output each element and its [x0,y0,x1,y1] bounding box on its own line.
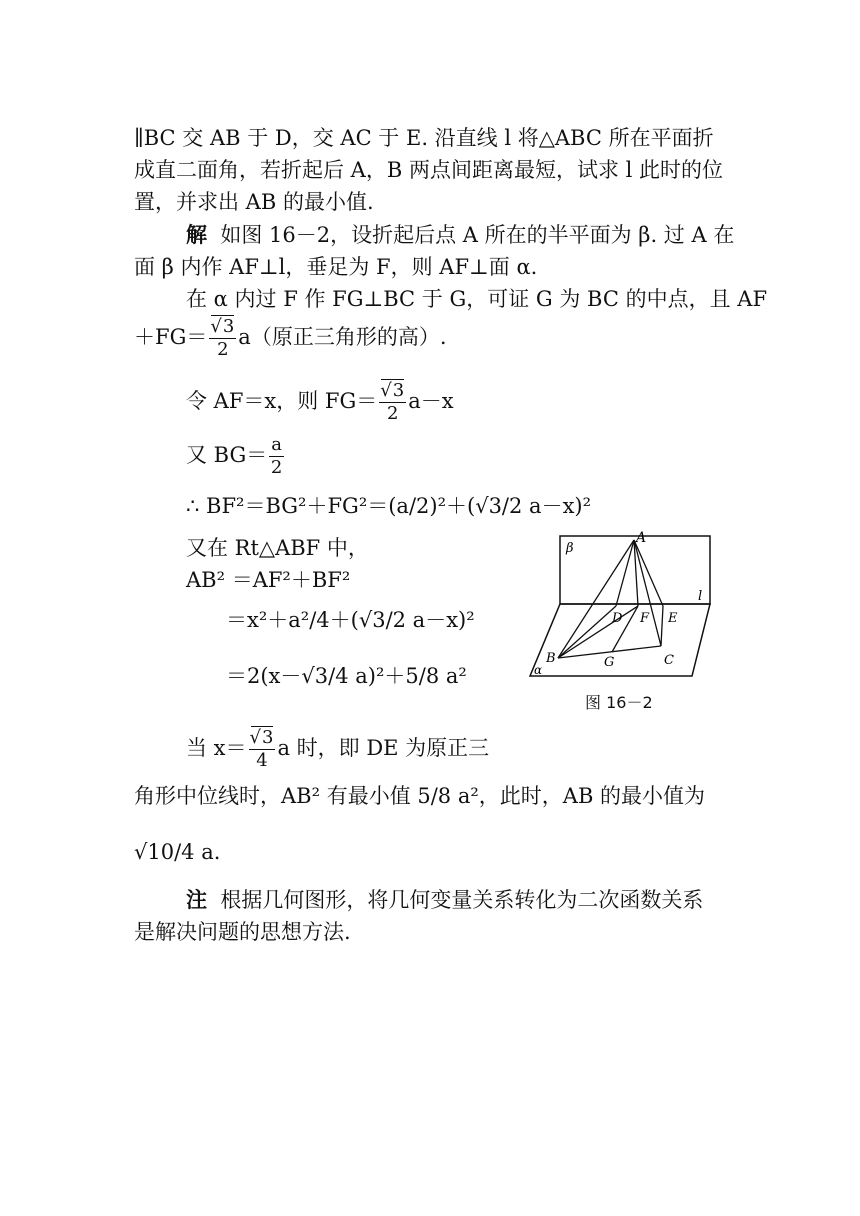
segment-ec [661,606,663,646]
equation-ab-1: AB² ＝AF²＋BF² [186,568,351,592]
label-b: B [546,651,556,666]
segment-ad [616,540,634,606]
fraction-denominator: 2 [387,403,399,424]
fraction-numerator: √ 3 [251,726,274,748]
label-e: E [668,611,678,626]
fraction-numerator: √ 3 [211,315,234,337]
solution-text-1: 如图 16－2，设折起后点 A 所在的半平面为 β. 过 A 在 [220,223,735,247]
solution-line-4-prefix: ＋FG＝ [134,325,208,349]
figure-caption: 图 16－2 [585,693,653,712]
equation-af-prefix: 令 AF＝x，则 FG＝ [186,389,378,413]
solution-line-4 [134,316,447,361]
fraction-denominator: 4 [256,750,268,771]
label-f: F [640,611,650,626]
segment-ab [558,540,634,658]
solution-line-2: 面 β 内作 AF⊥l，垂足为 F，则 AF⊥面 α. [134,255,538,279]
fraction-numerator: a [271,434,283,455]
solution-heading: 解 [186,222,207,247]
label-a: A [636,530,647,546]
conclusion-line-2: √10/4 a. [134,840,221,864]
note-heading: 注 [186,887,207,912]
equation-ab-2: ＝x²＋a²/4＋(√3/2 a－x)² [226,608,475,632]
note-line-2: 是解决问题的思想方法. [134,920,351,944]
label-d: D [612,611,623,626]
problem-line-3: 置，并求出 AB 的最小值. [134,190,374,214]
label-beta: β [566,541,574,556]
fraction-a-over-2 [269,434,284,479]
note-text-1: 根据几何图形，将几何变量关系转化为二次函数关系 [220,888,704,912]
equation-af-suffix: a－x [408,389,454,413]
fraction-sqrt3-over-4 [249,727,276,772]
note-line-1 [186,886,703,914]
equation-bf: ∴ BF²＝BG²＋FG²＝(a/2)²＋(√3/2 a－x)² [186,494,592,518]
equation-ab-3: ＝2(x－√3/4 a)²＋5/8 a² [226,664,467,688]
equation-af [186,380,454,425]
right-triangle-line: 又在 Rt△ABF 中， [186,536,369,560]
condition-suffix: a 时，即 DE 为原正三 [277,736,490,760]
equation-bg [186,434,286,479]
fraction-denominator: 2 [270,457,283,478]
condition-prefix: 当 x＝ [186,736,247,760]
condition-line [186,727,489,772]
solution-line-3: 在 α 内过 F 作 FG⊥BC 于 G，可证 G 为 BC 的中点，且 AF [186,287,768,311]
label-alpha: α [534,663,543,677]
fraction-sqrt3-over-2 [209,316,236,361]
fraction-denominator: 2 [217,339,229,360]
equation-bg-prefix: 又 BG＝ [186,443,268,467]
label-g: G [604,655,615,670]
label-l: l [698,589,703,604]
fraction-numerator: √ 3 [381,379,404,401]
solution-line-4-suffix: a（原正三角形的高）. [238,325,447,349]
fraction-sqrt3-over-2 [379,380,406,425]
solution-line-1 [186,221,734,249]
label-c: C [664,653,674,668]
problem-line-2: 成直二面角，若折起后 A，B 两点间距离最短，试求 l 此时的位 [134,158,724,182]
conclusion-line-1: 角形中位线时，AB² 有最小值 5/8 a²，此时，AB 的最小值为 [134,784,706,808]
problem-line-1: ∥BC 交 AB 于 D，交 AC 于 E. 沿直线 l 将△ABC 所在平面折 [134,126,714,150]
